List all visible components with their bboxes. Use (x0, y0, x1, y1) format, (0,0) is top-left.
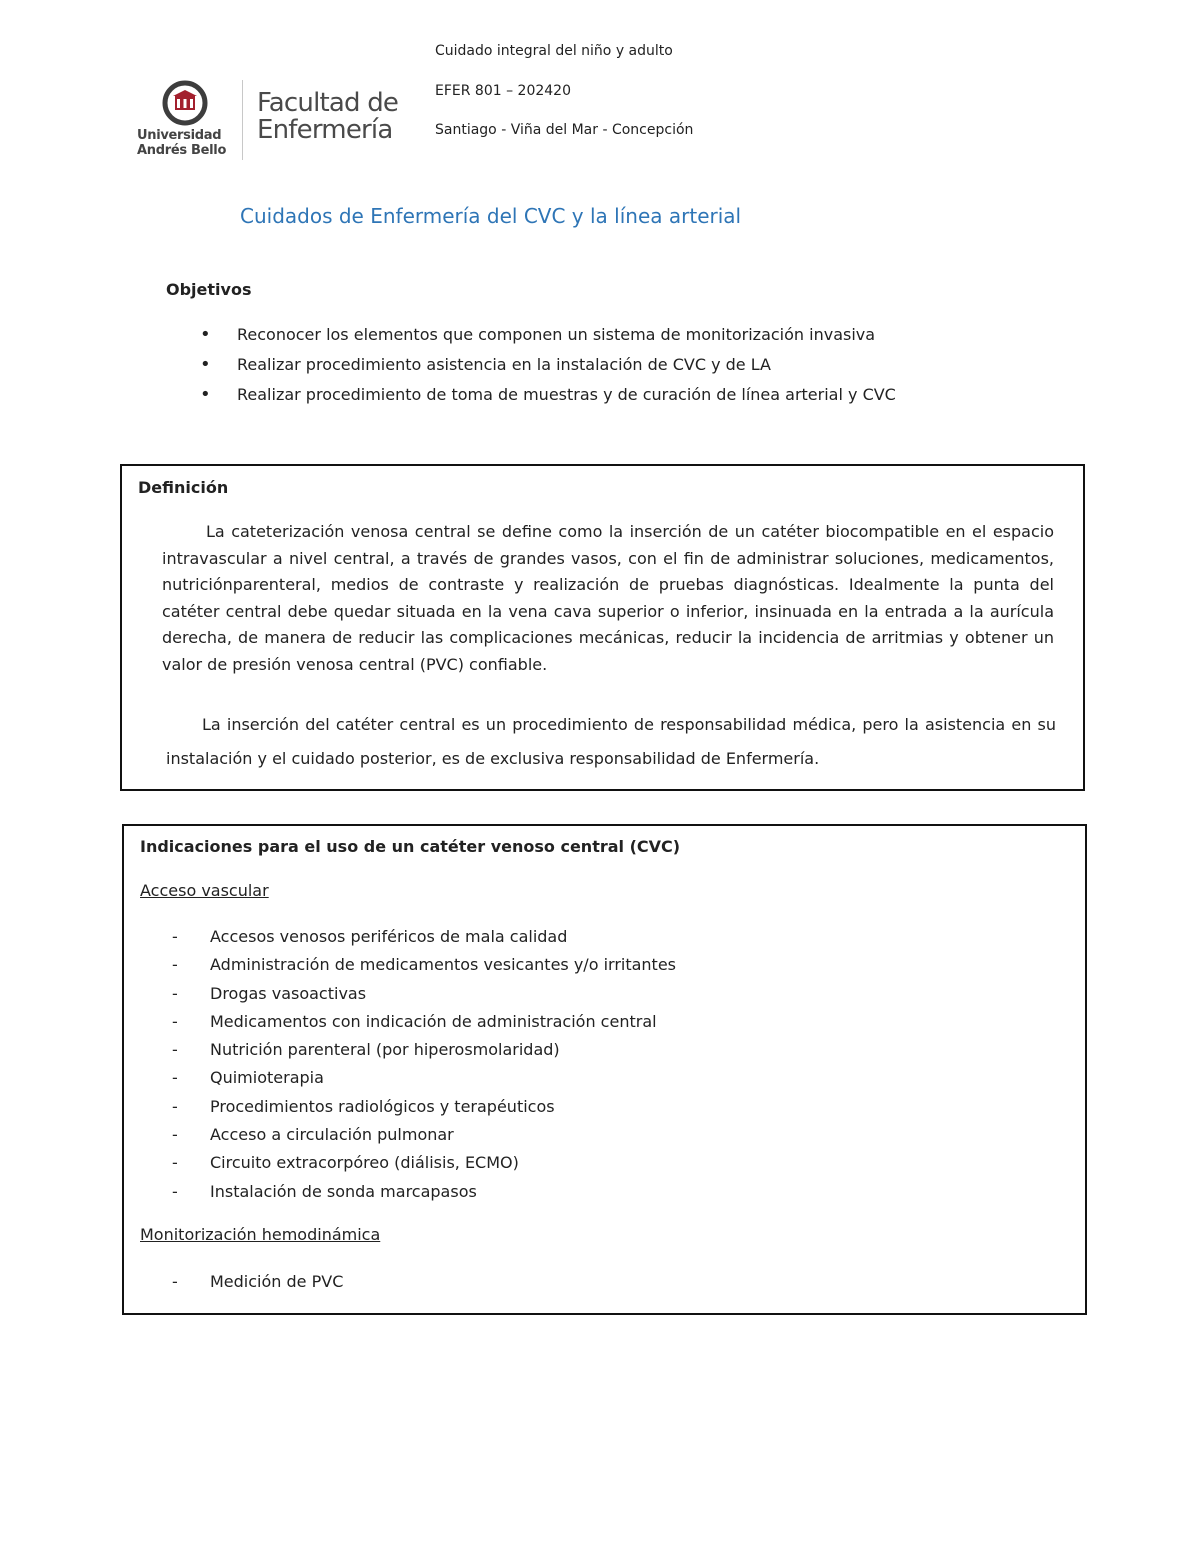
list-item: • Realizar procedimiento asistencia en la instalación de CVC y de LA (200, 352, 896, 382)
faculty-logo (137, 78, 402, 162)
bullet-icon: • (200, 354, 211, 375)
list-item: - Nutrición parenteral (por hiperosmolaridad) (172, 1037, 676, 1065)
objectives-list (200, 322, 896, 412)
definition-box (120, 464, 1085, 791)
dash-icon: - (172, 1272, 178, 1291)
list-item: - Medición de PVC (172, 1269, 343, 1297)
course-name: Cuidado integral del niño y adulto (435, 43, 673, 59)
bullet-icon: • (200, 384, 211, 405)
list-item: - Procedimientos radiológicos y terapéuticos (172, 1094, 676, 1122)
list-item: • Realizar procedimiento de toma de muestras y de curación de línea arterial y CVC (200, 382, 896, 412)
list-item: - Quimioterapia (172, 1065, 676, 1093)
indications-box (122, 824, 1087, 1315)
dash-icon: - (172, 1068, 178, 1088)
hemodynamic-heading: Monitorización hemodinámica (140, 1225, 381, 1244)
objectives-heading: Objetivos (166, 280, 252, 299)
vascular-access-heading: Acceso vascular (140, 881, 269, 900)
dash-icon: - (172, 1181, 178, 1201)
list-item: - Circuito extracorpóreo (diálisis, ECMO) (172, 1150, 676, 1178)
logo-divider (242, 80, 243, 160)
definition-paragraph-1: La cateterización venosa central se define como la inserción de un catéter biocompatible en el espacio intravascular a nivel central, a través de grandes vasos, con el fin de administrar soluciones, medicamentos, nutriciónparenteral, medios de contraste y realización de pruebas diagnósticas. Idealmente la punta del catéter central debe quedar situada en la vena cava superior o inferior, insinuada en la entrada a la aurícula derecha, de manera de reducir las complicaciones mecánicas, reducir la incidencia de arritmias y obtener un valor de presión venosa central (PVC) confiable. (162, 522, 1054, 674)
list-item: - Drogas vasoactivas (172, 981, 676, 1009)
campuses: Santiago - Viña del Mar - Concepción (435, 122, 694, 138)
university-seal-icon (162, 80, 208, 126)
university-name: Universidad Andrés Bello (137, 128, 227, 158)
list-item: - Medicamentos con indicación de administración central (172, 1009, 676, 1037)
list-item: - Instalación de sonda marcapasos (172, 1179, 676, 1207)
dash-icon: - (172, 927, 178, 946)
dash-icon: - (172, 1153, 178, 1173)
dash-icon: - (172, 1096, 178, 1116)
dash-icon: - (172, 1011, 178, 1031)
hemodynamic-list (172, 1269, 343, 1297)
faculty-name: Facultad de Enfermería (257, 88, 399, 145)
definition-paragraph-2: La inserción del catéter central es un procedimiento de responsabilidad médica, pero la asistencia en su instalación y el cuidado posterior, es de exclusiva responsabilidad de Enfermería. (166, 715, 1056, 768)
list-item: - Accesos venosos periféricos de mala calidad (172, 924, 676, 952)
dash-icon: - (172, 1125, 178, 1145)
page-title: Cuidados de Enfermería del CVC y la línea arterial (240, 204, 742, 228)
dash-icon: - (172, 955, 178, 975)
indications-heading: Indicaciones para el uso de un catéter venoso central (CVC) (140, 837, 681, 856)
list-item: • Reconocer los elementos que componen un sistema de monitorización invasiva (200, 322, 896, 352)
vascular-access-list (172, 924, 676, 1207)
course-code: EFER 801 – 202420 (435, 83, 571, 99)
list-item: - Acceso a circulación pulmonar (172, 1122, 676, 1150)
list-item: - Administración de medicamentos vesicantes y/o irritantes (172, 952, 676, 980)
dash-icon: - (172, 983, 178, 1003)
definition-heading: Definición (138, 478, 229, 497)
dash-icon: - (172, 1040, 178, 1060)
bullet-icon: • (200, 324, 211, 345)
